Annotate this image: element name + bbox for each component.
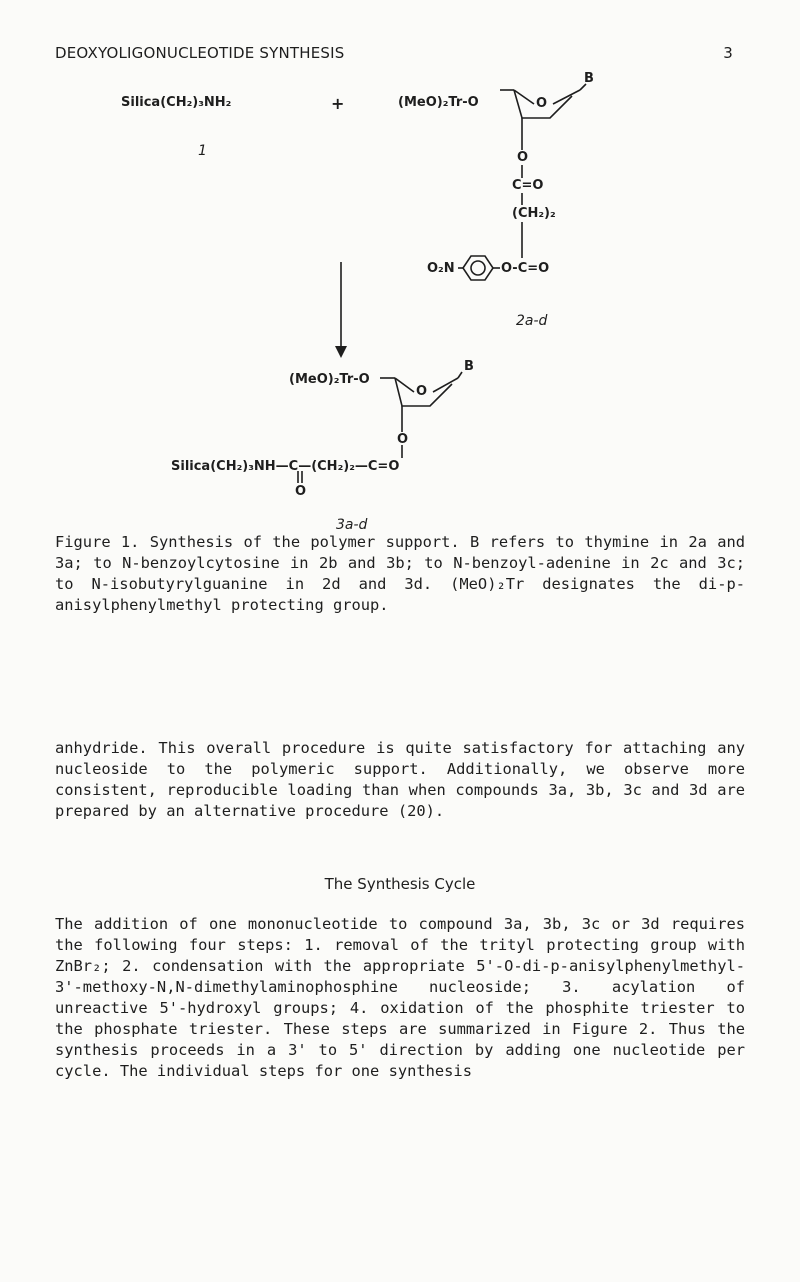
reaction-arrow-head	[335, 346, 347, 358]
page-number: 3	[723, 44, 733, 62]
paragraph-1-text: anhydride. This overall procedure is quite satisfactory for attaching any nucleoside to the polymeric support. Additionally, we observe more consistent, reproducible loading than when compounds 3a, 3b, 3c and 3d are prepared by an alternative procedure (20).	[55, 739, 745, 820]
amide-oxygen: O	[295, 484, 307, 499]
caption-text: Figure 1. Synthesis of the polymer support. B refers to thymine in 2a and 3a; to N-benzoylcytosine in 2b and 3b; to N-benzoyl-adenine in 2c and 3c; to N-isobutyrylguanine in 2d and 3d. (MeO)₂Tr designates the di-p-anisylphenylmethyl protecting group.	[55, 533, 745, 614]
figure-caption	[55, 532, 745, 616]
chain-ethylene: (CH₂)₂	[512, 206, 556, 221]
prod-base-bond	[458, 372, 462, 378]
ring-oxygen: O	[536, 96, 548, 111]
product-chain-oxygen: O	[397, 432, 409, 447]
chain-oxygen: O	[517, 150, 529, 165]
product-ring-oxygen: O	[416, 384, 428, 399]
plus-sign: +	[331, 94, 345, 113]
product-chain: Silica(CH₂)₃NH—C—(CH₂)₂—C=O	[171, 459, 400, 474]
scheme-bonds	[0, 0, 800, 540]
section-heading: The Synthesis Cycle	[324, 875, 476, 893]
benzene-ring	[463, 256, 493, 280]
nitro-group: O₂N	[427, 261, 455, 276]
reactant-1-label: 1	[198, 143, 207, 159]
paragraph-2	[55, 914, 745, 1082]
reactant-1-formula: Silica(CH₂)₃NH₂	[121, 95, 232, 110]
ester-group: O-C=O	[501, 261, 550, 276]
paragraph-2-text: The addition of one mononucleotide to compound 3a, 3b, 3c or 3d requires the following four steps: 1. removal of the trityl protecting group with ZnBr₂; 2. condensation with the appropriate 5'-O-di-p-anisylphenylmethyl-3'-methoxy-N,N-dimethylaminophosphine nucleoside; 3. acylation of unreactive 5'-hydroxyl groups; 4. oxidation of the phosphite triester to the phosphate triester. These steps are summarized in Figure 2. Thus the synthesis proceeds in a 3' to 5' direction by adding one nucleotide per cycle. The individual steps for one synthesis	[55, 915, 745, 1080]
chain-carbonyl: C=O	[512, 178, 544, 193]
benzene-circle	[471, 261, 485, 275]
paragraph-1	[55, 738, 745, 822]
product-trityl: (MeO)₂Tr-O	[289, 372, 370, 387]
reactant-2-trityl: (MeO)₂Tr-O	[398, 95, 479, 110]
running-header: DEOXYOLIGONUCLEOTIDE SYNTHESIS	[55, 44, 345, 62]
base-label: B	[584, 71, 594, 86]
product-label: 3a-d	[336, 517, 368, 533]
product-base-label: B	[464, 359, 474, 374]
reactant-2-label: 2a-d	[516, 313, 548, 329]
